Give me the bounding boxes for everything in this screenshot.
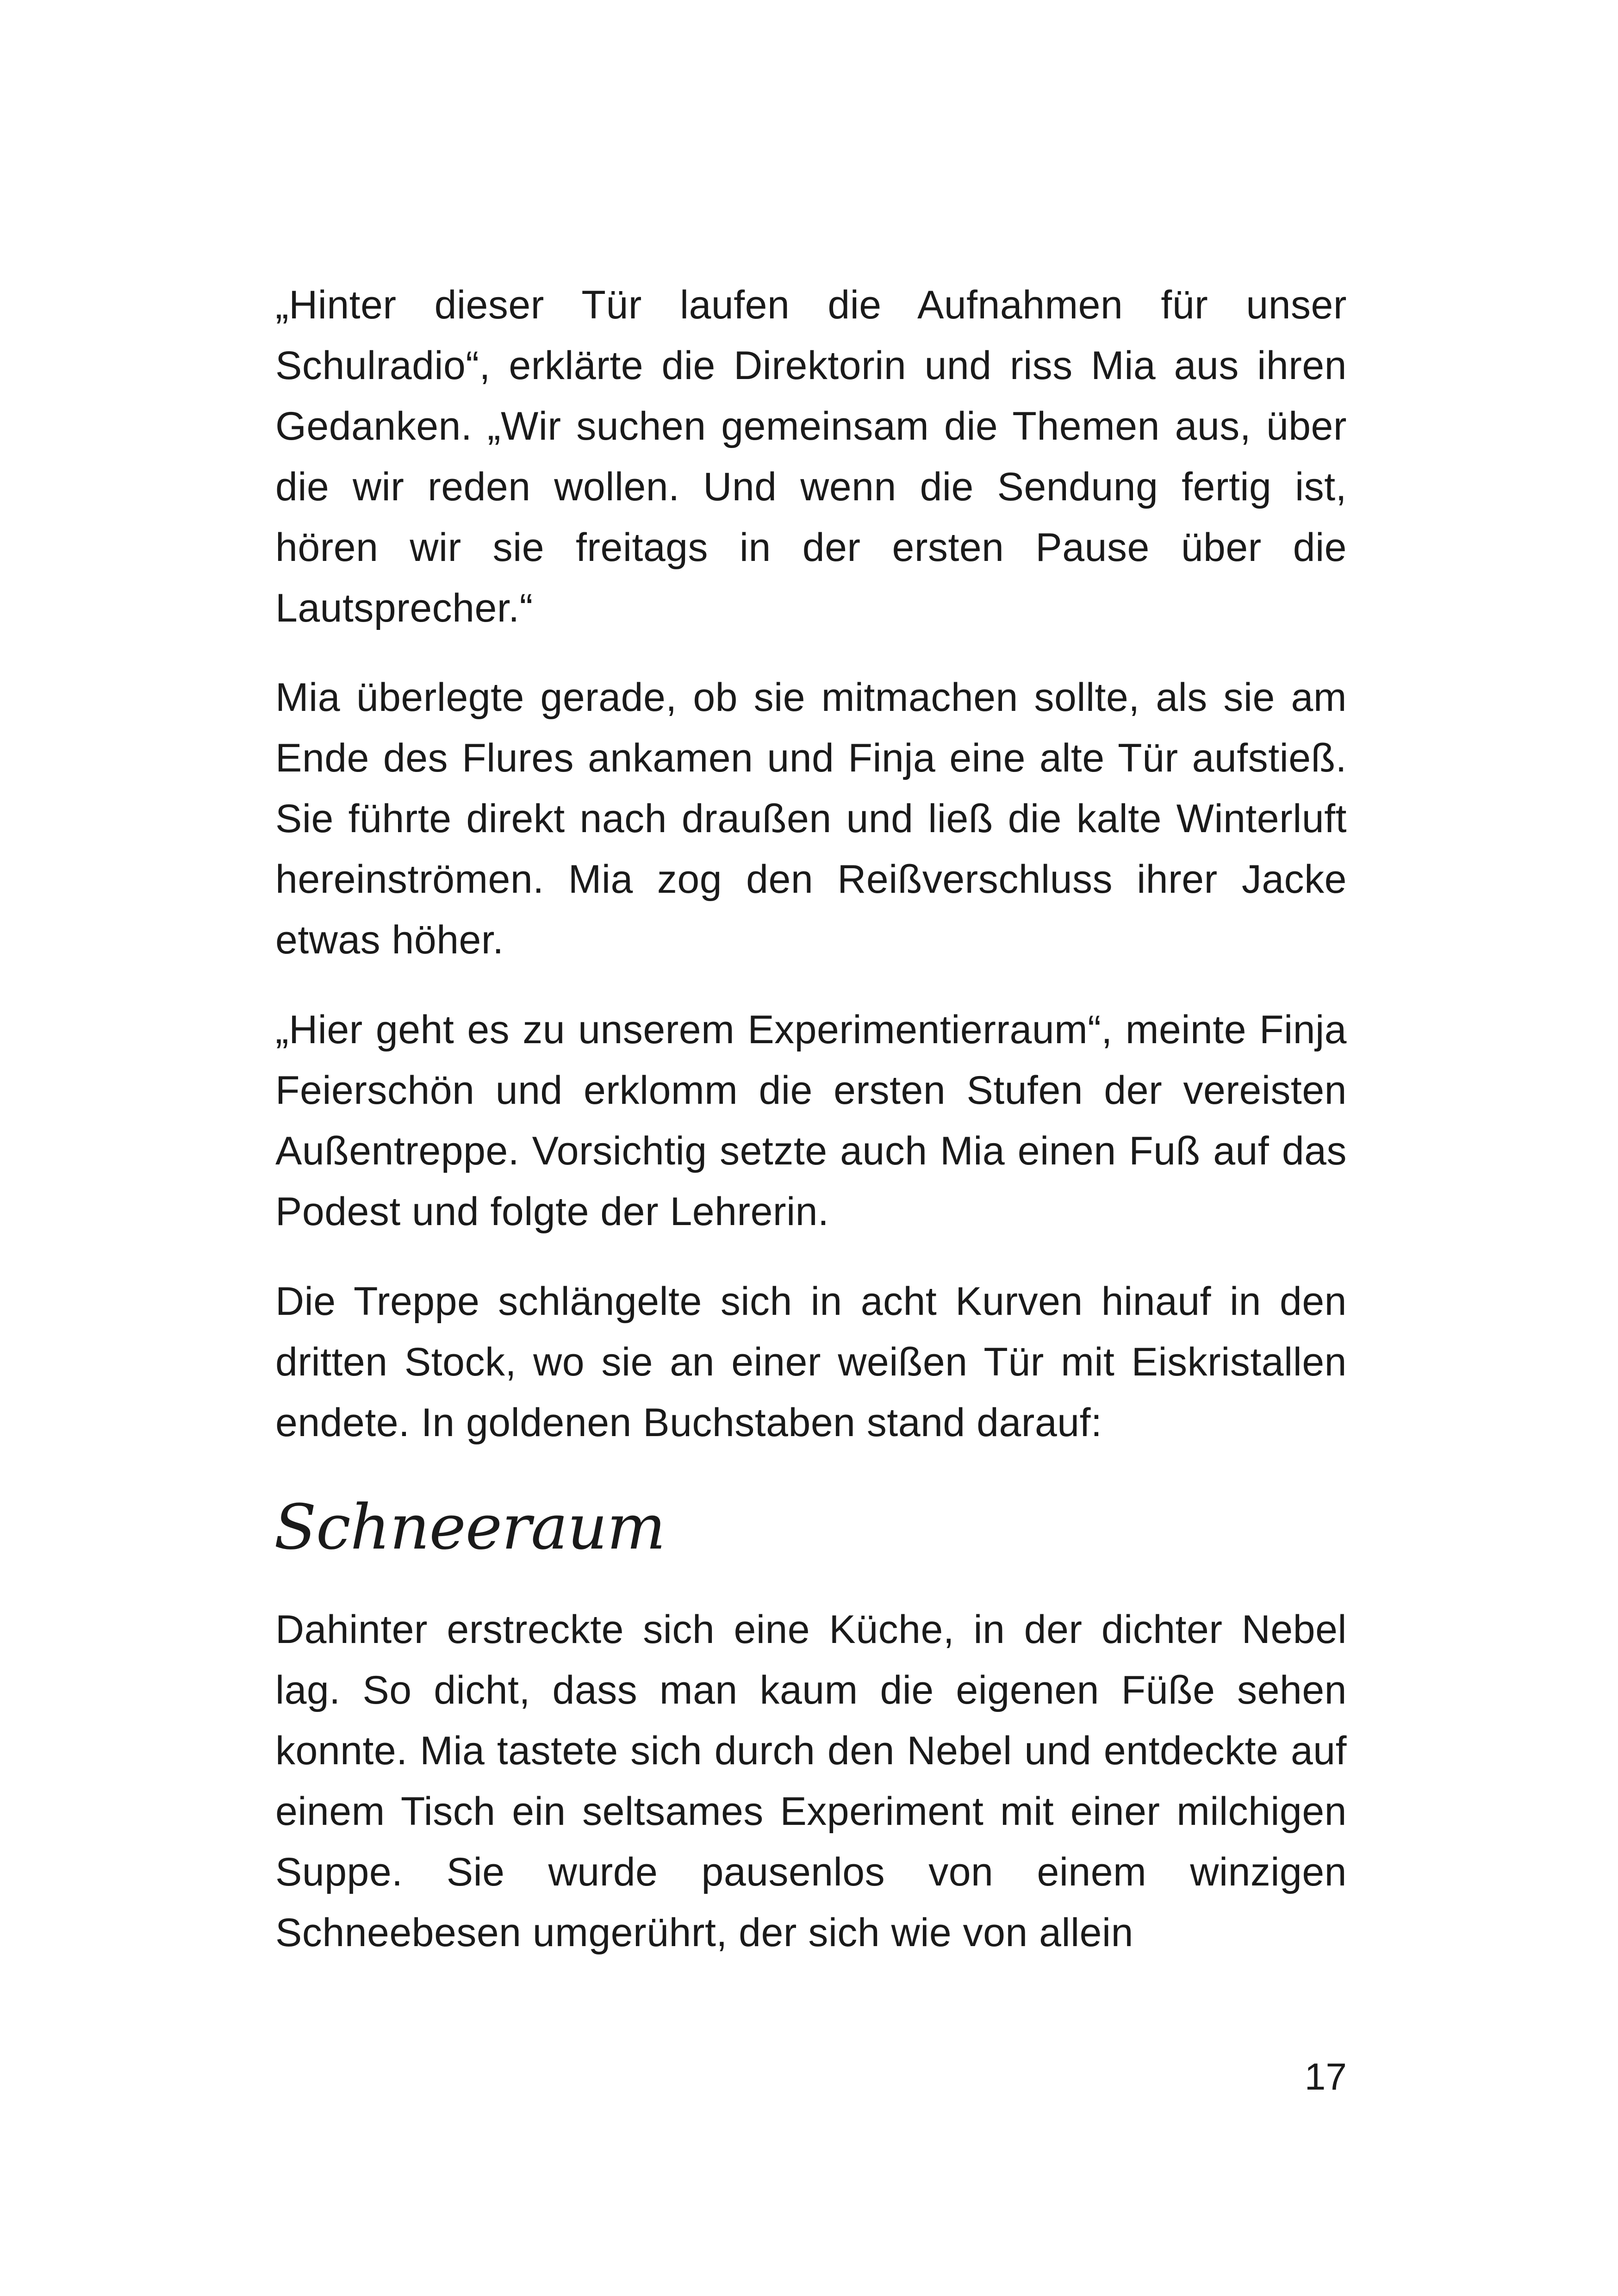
paragraph-text: Die Treppe schlängelte sich in acht Kurven hinauf in den dritten Stock, wo sie an einer weißen Tür mit Eiskristallen endete. In goldenen Buchstaben stand darauf: bbox=[275, 1279, 1347, 1445]
paragraph-kitchen bbox=[275, 1599, 1347, 1963]
paragraph-stairs bbox=[275, 1000, 1347, 1242]
paragraph-text: „Hier geht es zu unserem Experimentierraum“, meinte Finja Feierschön und erklomm die ersten Stufen der vereisten Außentreppe. Vorsichtig setzte auch Mia einen Fuß auf das Podest und folgte der Lehrerin. bbox=[275, 1008, 1347, 1234]
paragraph-text: „Hinter dieser Tür laufen die Aufnahmen für unser Schulradio“, erklärte die Direktorin und riss Mia aus ihren Gedanken. „Wir suchen gemeinsam die Themen aus, über die wir reden wollen. Und wenn die Sendung fertig ist, hören wir sie freitags in der ersten Pause über die Lautsprecher.“ bbox=[275, 283, 1347, 630]
paragraph-radio bbox=[275, 275, 1347, 639]
room-heading: Schneeraum bbox=[274, 1491, 666, 1563]
paragraph-third-floor bbox=[275, 1271, 1347, 1453]
paragraph-text: Mia überlegte gerade, ob sie mitmachen sollte, als sie am Ende des Flures ankamen und Finja eine alte Tür aufstieß. Sie führte direkt nach draußen und ließ die kalte Winterluft hereinströmen. Mia zog den Reißverschluss ihrer Jacke etwas höher. bbox=[275, 675, 1347, 962]
paragraph-door bbox=[275, 667, 1347, 971]
page-number: 17 bbox=[1304, 2056, 1347, 2098]
paragraph-text: Dahinter erstreckte sich eine Küche, in der dichter Nebel lag. So dicht, dass man kaum die eigenen Füße sehen konnte. Mia tastete sich durch den Nebel und entdeckte auf einem Tisch ein seltsames Experiment mit einer milchigen Suppe. Sie wurde pausenlos von einem winzigen Schneebesen umgerührt, der sich wie von allein bbox=[275, 1607, 1347, 1955]
